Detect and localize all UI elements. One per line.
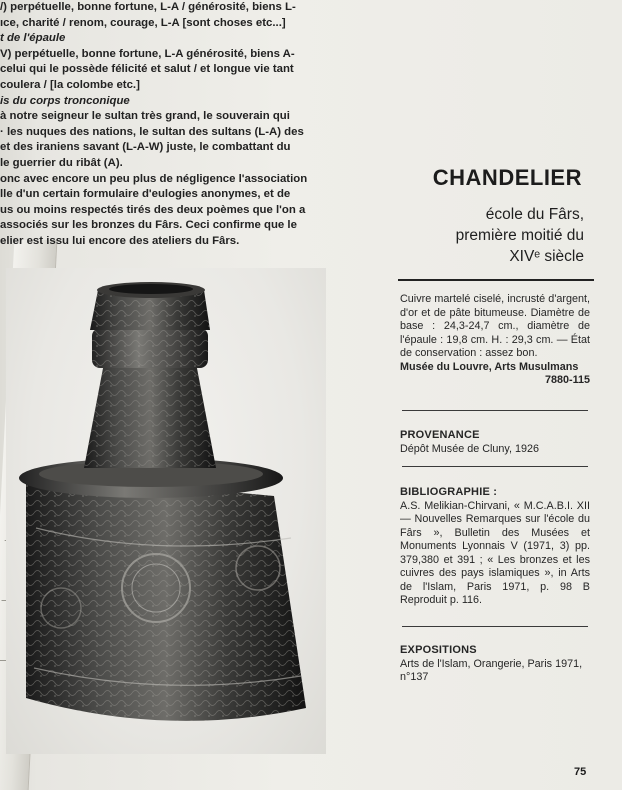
object-description: Cuivre martelé ciselé, incrusté d'argent, d'or et de pâte bitumeuse. Diamètre de base : 24,3-24,7 cm., diamètre de l'épaule : 19,8 cm. H. : 29,3 cm. — État de conservation : assez bon. [400,293,590,359]
text-line: is du corps tronconique [0,94,130,107]
text-line: /) perpétuelle, bonne fortune, L-A / générosité, biens L- [0,1,296,13]
bibliography-heading: BIBLIOGRAPHIE : [400,486,498,498]
text-line: associés sur les bronzes du Fârs. Ceci confirme que le [0,219,297,232]
object-title: CHANDELIER [432,165,582,190]
divider [398,279,594,281]
text-line: V) perpétuelle, bonne fortune, L-A générosité, biens A- [0,47,295,60]
divider [402,410,588,411]
text-line: et des iraniens savant (L-A-W) juste, le combattant du [0,141,291,154]
text-line: à notre seigneur le sultan très grand, le souverain qui [0,110,290,123]
text-line: · les nuques des nations, le sultan des sultans (L-A) des [0,125,304,138]
inscription-translation-text [0,0,342,250]
text-line: elier est issu lui encore des ateliers du Fârs. [0,234,240,247]
page-number: 75 [574,766,587,778]
text-line: le guerrier du ribât (A). [0,156,123,169]
subtitle-line: première moitié du [455,227,584,244]
bibliography-block [400,486,590,608]
expositions-block [400,644,590,685]
divider [402,626,588,627]
text-line: lle d'un certain formulaire d'eulogies anonymes, et de [0,188,291,201]
candlestick-image [6,268,326,754]
subtitle-line: école du Fârs, [485,206,584,223]
text-line: t de l'épaule [0,32,66,45]
expositions-text: Arts de l'Islam, Orangerie, Paris 1971, n°137 [400,657,583,683]
text-line: ıce, charité / renom, courage, L-A [sont choses etc...] [0,16,286,29]
bibliography-text: A.S. Melikian-Chirvani, « M.C.A.B.I. XII — Nouvelles Remarques sur l'école du Fârs », Bulletin des Musées et Monuments Lyonnais V (1971, 3) pp. 379,380 et 391 ; « Les bronzes et les cuivres des pays islamiques », in Arts de l'Islam, Paris 1971, p. 98 B Reproduit p. 116. [400,499,590,606]
description-block [400,293,590,388]
divider [402,466,588,467]
expositions-heading: EXPOSITIONS [400,644,477,656]
provenance-text: Dépôt Musée de Cluny, 1926 [400,442,540,455]
object-date-attribution [400,204,584,267]
inventory-number: 7880-115 [544,374,590,386]
provenance-heading: PROVENANCE [400,429,480,441]
text-line: onc avec encore un peu plus de négligence l'association [0,172,308,185]
subtitle-line: XIVᵉ siècle [509,248,584,265]
text-line: us ou moins respectés tirés des deux poèmes que l'on a [0,203,306,216]
text-line: celui qui le possède félicité et salut / et longue vie tant [0,63,294,76]
text-line: coulera / [la colombe etc.] [0,78,140,91]
museum-name: Musée du Louvre, Arts Musulmans [400,360,579,373]
provenance-block [400,429,590,456]
candlestick-photograph [6,268,326,754]
